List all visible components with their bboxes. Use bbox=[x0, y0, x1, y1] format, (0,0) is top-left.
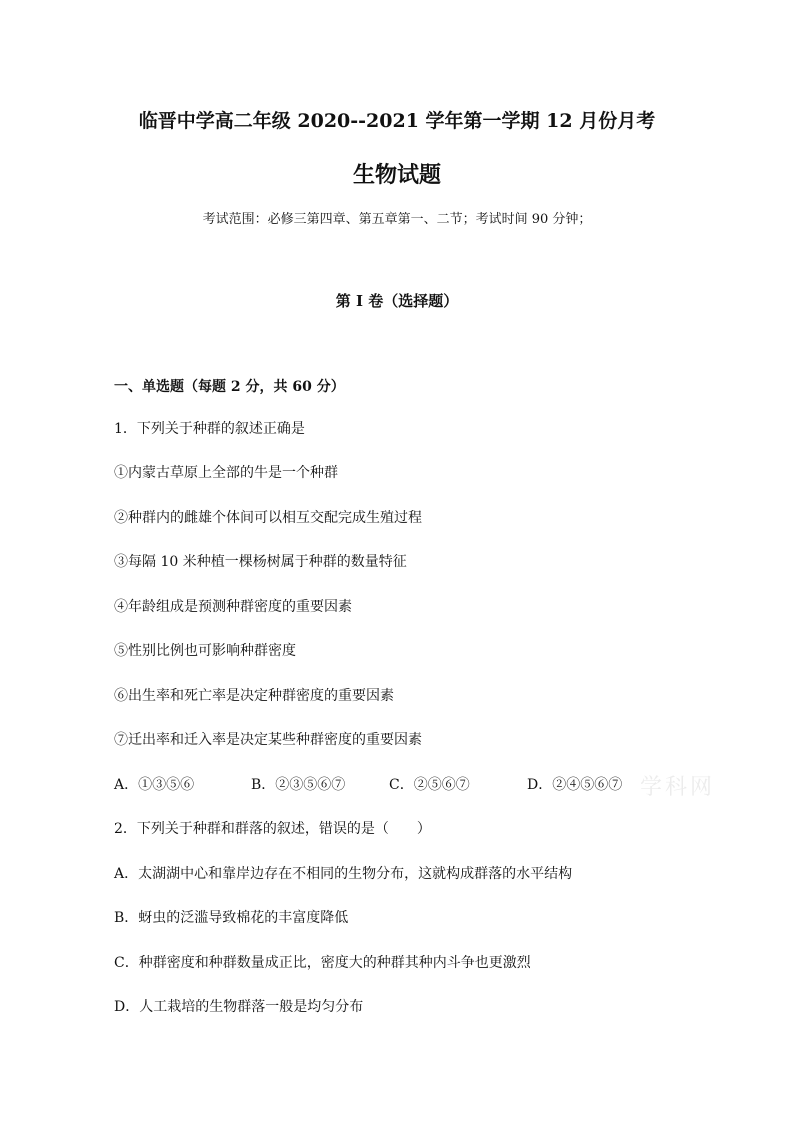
exam-subject: 生物试题 bbox=[352, 162, 441, 188]
question-2-option-d: D．人工栽培的生物群落一般是均匀分布 bbox=[114, 999, 364, 1015]
question-1-option-c: C．②⑤⑥⑦ bbox=[389, 777, 470, 793]
watermark-text: 学科网 bbox=[640, 775, 716, 800]
volume-title: 第 I 卷（选择题） bbox=[335, 292, 459, 310]
question-1-statement: ⑦迁出率和迁入率是决定某些种群密度的重要因素 bbox=[114, 732, 422, 748]
question-1-statement: ②种群内的雌雄个体间可以相互交配完成生殖过程 bbox=[114, 510, 422, 526]
question-1-statement: ⑥出生率和死亡率是决定种群密度的重要因素 bbox=[114, 688, 394, 704]
question-1-statement: ③每隔 10 米种植一棵杨树属于种群的数量特征 bbox=[114, 554, 407, 570]
question-1-statement: ⑤性别比例也可影响种群密度 bbox=[114, 643, 296, 659]
question-2-option-c: C．种群密度和种群数量成正比，密度大的种群其种内斗争也更激烈 bbox=[114, 955, 531, 971]
question-1-statement: ①内蒙古草原上全部的牛是一个种群 bbox=[114, 465, 338, 481]
question-2-option-b: B．蚜虫的泛滥导致棉花的丰富度降低 bbox=[114, 910, 349, 926]
exam-scope: 考试范围：必修三第四章、第五章第一、二节；考试时间 90 分钟； bbox=[202, 212, 592, 227]
section-title: 一、单选题（每题 2 分，共 60 分） bbox=[114, 379, 345, 395]
question-1-stem: 1．下列关于种群的叙述正确是 bbox=[114, 421, 305, 437]
question-1-statement: ④年龄组成是预测种群密度的重要因素 bbox=[114, 599, 352, 615]
question-2-option-a: A．太湖湖中心和靠岸边存在不相同的生物分布，这就构成群落的水平结构 bbox=[114, 866, 573, 882]
question-1-option-d: D．②④⑤⑥⑦ bbox=[527, 777, 623, 793]
exam-title: 临晋中学高二年级 2020--2021 学年第一学期 12 月份月考 bbox=[138, 110, 656, 132]
question-1-option-a: A．①③⑤⑥ bbox=[114, 777, 195, 793]
question-1-option-b: B．②③⑤⑥⑦ bbox=[251, 777, 346, 793]
question-2-stem: 2．下列关于种群和群落的叙述，错误的是（ ） bbox=[114, 821, 431, 837]
